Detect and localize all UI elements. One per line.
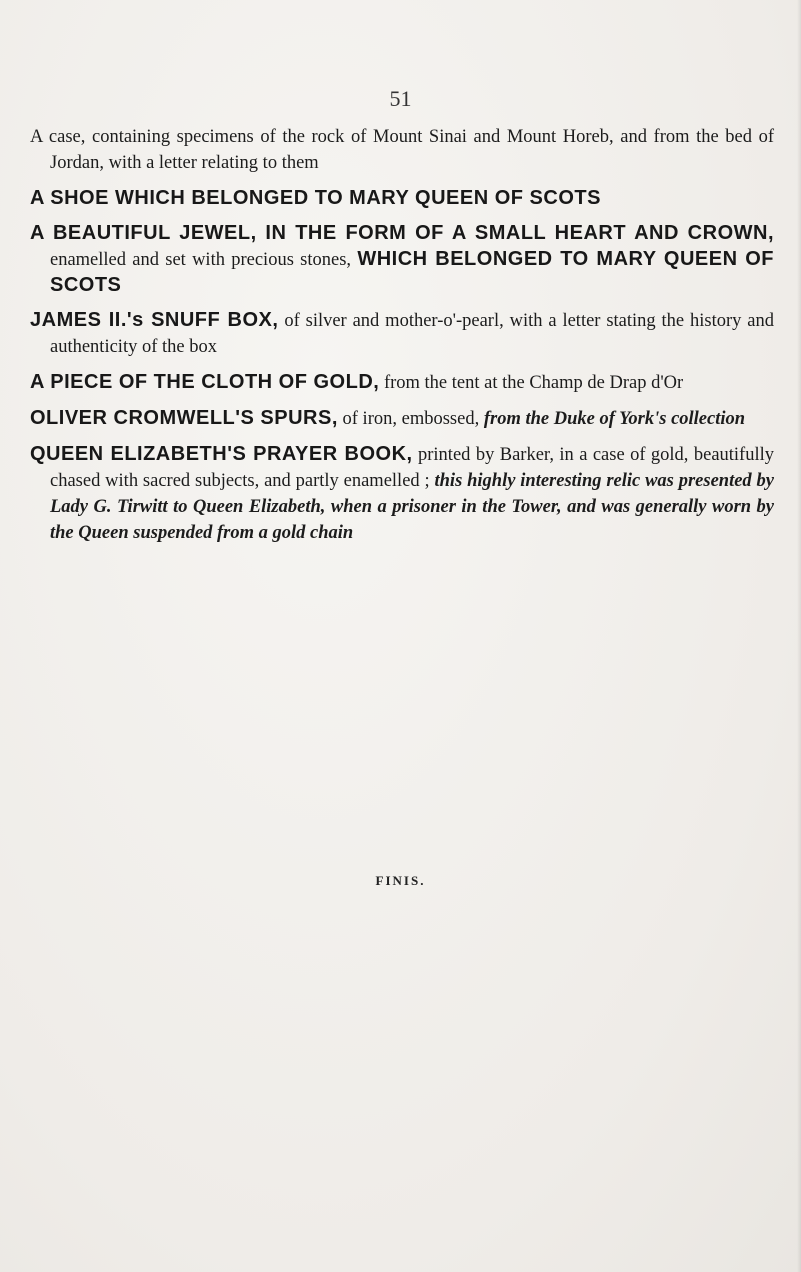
entry-heart-jewel [30,221,774,298]
entry-jewel-owner: WHICH BELONGED TO MARY QUEEN OF SCOTS [50,248,774,296]
entry-jewel-text: enamelled and set with precious stones, [50,250,358,270]
entry-cloth-of-gold [30,370,774,396]
entry-cloth-text: from the tent at the Champ de Drap d'Or [379,373,684,393]
catalogue-entries [30,124,774,556]
entry-snuff-title: JAMES II.'s SNUFF BOX, [30,309,279,331]
entry-snuff-text: of silver and mother-o'-pearl, with a letter stating the history and authenticity of the box [50,311,774,357]
entry-sinai-rock [30,124,774,176]
entry-jewel-title: A BEAUTIFUL JEWEL, IN THE FORM OF A SMALL HEART AND CROWN, [30,222,774,244]
page-edge-shadow [797,0,801,1272]
entry-mary-shoe [30,186,774,211]
entry-shoe-title: A SHOE WHICH BELONGED TO MARY QUEEN OF SCOTS [30,187,601,209]
entry-cromwell-spurs [30,406,774,432]
entry-prayer-text: printed by Barker, in a case of gold, beautifully chased with sacred subjects, and partly enamelled ; [50,445,774,491]
page-number: 51 [389,86,412,111]
entry-prayer-note: this highly interesting relic was presented by Lady G. Tirwitt to Queen Elizabeth, when a prisoner in the Tower, and was generally worn by the Queen suspended from a gold chain [50,471,774,543]
entry-cloth-title: A PIECE OF THE CLOTH OF GOLD, [30,371,380,393]
entry-spurs-provenance: from the Duke of York's collection [483,409,746,429]
entry-spurs-text: of iron, embossed, [337,409,484,429]
entry-snuff-box [30,308,774,360]
entry-sinai-text: A case, containing specimens of the rock of Mount Sinai and Mount Horeb, and from the bed of Jordan, with a letter relating to them [30,127,774,173]
entry-spurs-title: OLIVER CROMWELL'S SPURS, [30,407,338,429]
finis-label: FINIS. [375,873,426,888]
entry-prayer-book [30,442,774,546]
entry-prayer-title: QUEEN ELIZABETH'S PRAYER BOOK, [30,443,413,465]
